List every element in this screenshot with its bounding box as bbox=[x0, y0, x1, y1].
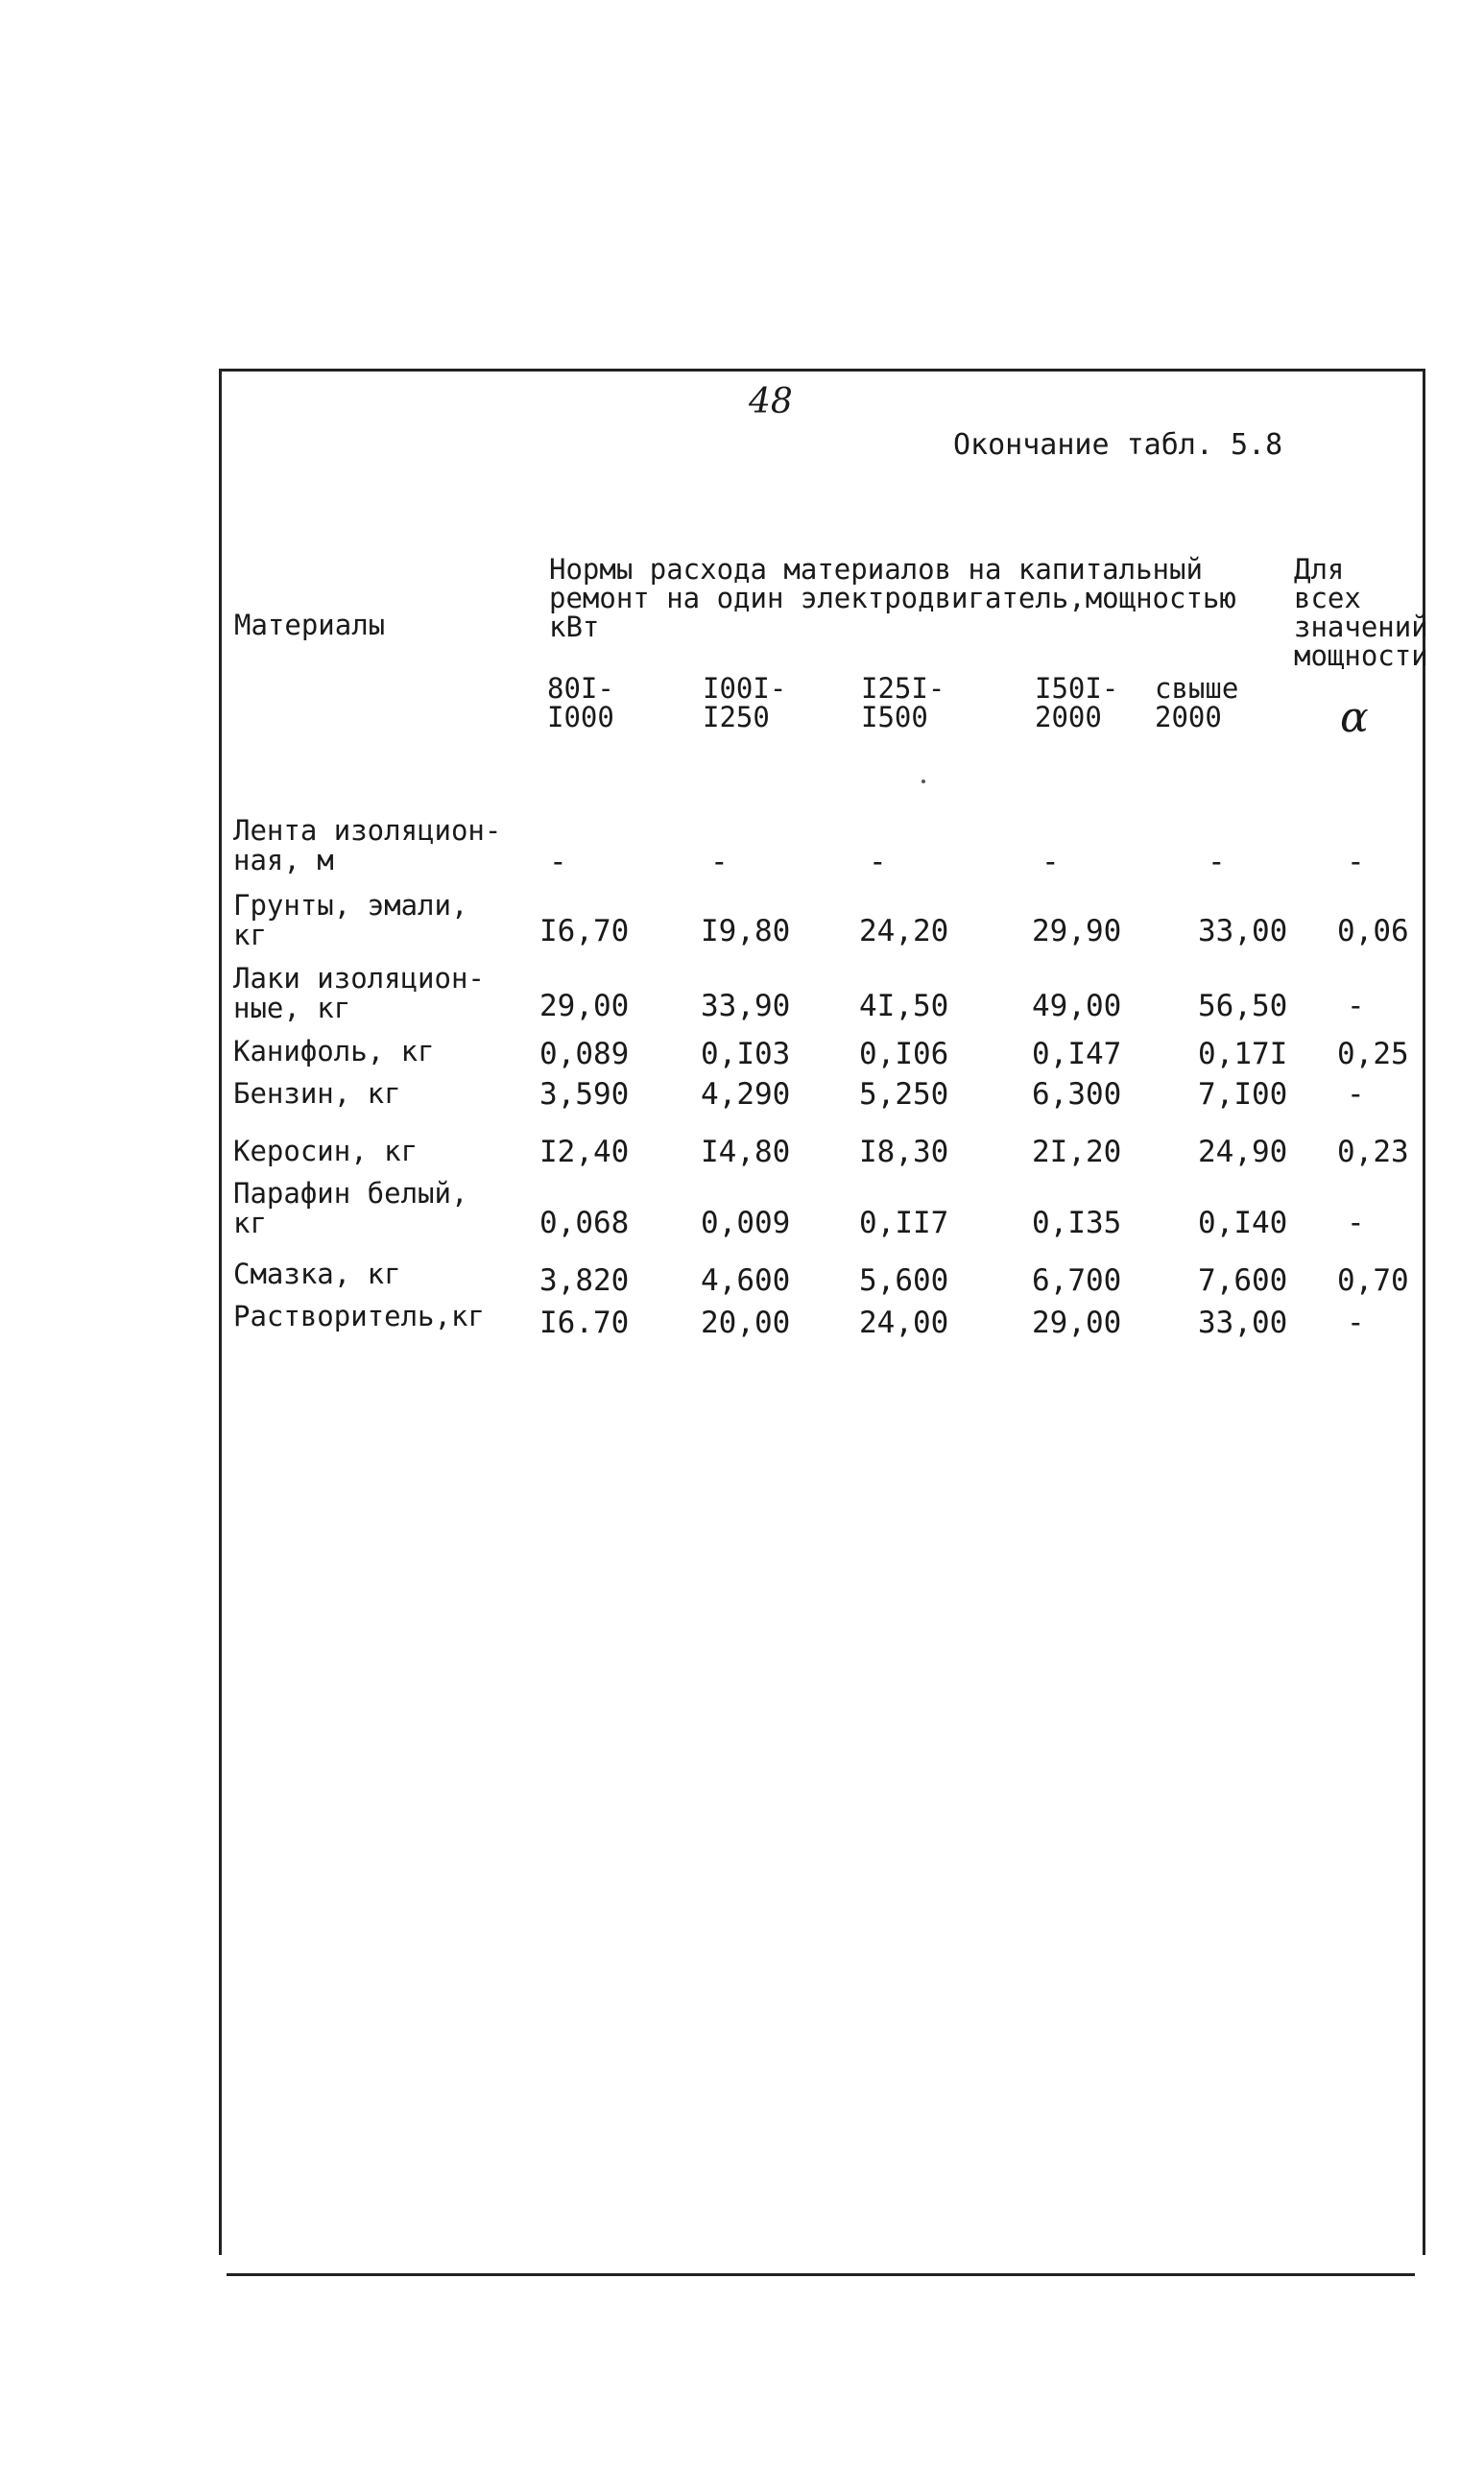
table-cell: I2,40 bbox=[539, 1135, 630, 1169]
row-label-3-line-2: ные, кг bbox=[233, 992, 351, 1024]
col-header-4-line-2: 2000 bbox=[1035, 701, 1102, 733]
header-all-values bbox=[1294, 555, 1428, 670]
table-cell: I6,70 bbox=[539, 914, 630, 948]
col-header-2-line-2: I250 bbox=[703, 701, 770, 733]
row-label-8: Смазка, кг bbox=[233, 1258, 401, 1290]
header-all-values-line-2: всех bbox=[1294, 582, 1361, 614]
col-header-4-line-1: I50I- bbox=[1035, 672, 1119, 705]
table-cell: 0,I03 bbox=[701, 1037, 791, 1071]
col-header-2-line-1: I00I- bbox=[703, 672, 787, 705]
header-norms-line-3: кВт bbox=[549, 611, 600, 643]
table-cell: - bbox=[710, 845, 729, 879]
table-cell: 0,089 bbox=[539, 1037, 630, 1071]
table-cell: 5,600 bbox=[859, 1263, 949, 1298]
row-label-7 bbox=[233, 1179, 467, 1238]
table-cell: 29,00 bbox=[1032, 1306, 1122, 1340]
table-cell: I6.70 bbox=[539, 1306, 630, 1340]
table-cell: 4,600 bbox=[701, 1263, 791, 1298]
table-cell: 33,00 bbox=[1198, 914, 1288, 948]
row-label-2 bbox=[233, 891, 467, 950]
table-cell: 0,I47 bbox=[1032, 1037, 1122, 1071]
header-norms-line-2: ремонт на один электродвигатель,мощностью bbox=[549, 582, 1236, 614]
table-cell: - bbox=[869, 845, 887, 879]
table-cell: 33,90 bbox=[701, 989, 791, 1023]
header-all-values-line-4: мощности bbox=[1294, 639, 1428, 672]
row-label-5: Бензин, кг bbox=[233, 1077, 401, 1110]
table-cell: 0,25 bbox=[1337, 1037, 1409, 1071]
table-cell: I9,80 bbox=[701, 914, 791, 948]
col-header-3 bbox=[861, 674, 945, 732]
table-cell: I8,30 bbox=[859, 1135, 949, 1169]
col-header-1-line-2: I000 bbox=[547, 701, 614, 733]
table-cell: 4,290 bbox=[701, 1077, 791, 1112]
table-cell: 6,700 bbox=[1032, 1263, 1122, 1298]
table-cell: 56,50 bbox=[1198, 989, 1288, 1023]
table-cell: - bbox=[1347, 1077, 1365, 1112]
table-cell: 0,009 bbox=[701, 1206, 791, 1240]
table-cell: 7,I00 bbox=[1198, 1077, 1288, 1112]
table-cell: 5,250 bbox=[859, 1077, 949, 1112]
table-cell: 29,90 bbox=[1032, 914, 1122, 948]
bottom-rule bbox=[227, 2273, 1415, 2276]
row-label-3 bbox=[233, 964, 485, 1023]
table-cell: 29,00 bbox=[539, 989, 630, 1023]
header-norms-line-1: Нормы расхода материалов на капитальный bbox=[549, 553, 1203, 586]
table-caption: Окончание табл. 5.8 bbox=[953, 428, 1283, 462]
table-cell: - bbox=[1347, 989, 1365, 1023]
table-cell: 49,00 bbox=[1032, 989, 1122, 1023]
table-cell: - bbox=[1347, 845, 1365, 879]
col-header-2 bbox=[703, 674, 786, 732]
row-label-7-line-2: кг bbox=[233, 1207, 267, 1239]
table-cell: 0,06 bbox=[1337, 914, 1409, 948]
page-number: 48 bbox=[749, 382, 793, 421]
col-header-5-line-2: 2000 bbox=[1155, 701, 1222, 733]
row-label-4: Канифоль, кг bbox=[233, 1035, 435, 1068]
row-label-7-line-1: Парафин белый, bbox=[233, 1177, 468, 1210]
table-cell: 0,70 bbox=[1337, 1263, 1409, 1298]
table-cell: 0,II7 bbox=[859, 1206, 949, 1240]
table-cell: 24,20 bbox=[859, 914, 949, 948]
header-materials: Материалы bbox=[234, 609, 386, 641]
table-cell: 0,068 bbox=[539, 1206, 630, 1240]
header-norms bbox=[549, 555, 1236, 641]
table-cell: - bbox=[549, 845, 567, 879]
table-cell: 0,23 bbox=[1337, 1135, 1409, 1169]
table-cell: 24,90 bbox=[1198, 1135, 1288, 1169]
table-cell: 0,I40 bbox=[1198, 1206, 1288, 1240]
table-cell: - bbox=[1347, 1206, 1365, 1240]
row-label-1 bbox=[233, 816, 501, 876]
row-label-3-line-1: Лаки изоляцион- bbox=[233, 962, 485, 995]
table-cell: - bbox=[1347, 1306, 1365, 1340]
stray-dot bbox=[922, 780, 925, 783]
col-header-5 bbox=[1155, 674, 1238, 732]
col-header-3-line-1: I25I- bbox=[861, 672, 945, 705]
table-cell: 20,00 bbox=[701, 1306, 791, 1340]
table-cell: 24,00 bbox=[859, 1306, 949, 1340]
table-cell: 7,600 bbox=[1198, 1263, 1288, 1298]
table-cell: 0,I06 bbox=[859, 1037, 949, 1071]
col-header-4 bbox=[1035, 674, 1118, 732]
header-all-values-line-1: Для bbox=[1294, 553, 1345, 586]
table-cell: 6,300 bbox=[1032, 1077, 1122, 1112]
table-cell: - bbox=[1041, 845, 1060, 879]
table-cell: 0,I35 bbox=[1032, 1206, 1122, 1240]
col-header-1 bbox=[547, 674, 614, 732]
col-header-5-line-1: свыше bbox=[1155, 672, 1239, 705]
table-cell: 4I,50 bbox=[859, 989, 949, 1023]
row-label-9: Растворитель,кг bbox=[233, 1300, 485, 1332]
header-alpha-symbol: α bbox=[1340, 693, 1369, 742]
table-cell: 2I,20 bbox=[1032, 1135, 1122, 1169]
table-cell: 0,17I bbox=[1198, 1037, 1288, 1071]
table-cell: - bbox=[1208, 845, 1226, 879]
row-label-2-line-2: кг bbox=[233, 919, 267, 951]
table-cell: 3,590 bbox=[539, 1077, 630, 1112]
table-cell: 3,820 bbox=[539, 1263, 630, 1298]
row-label-6: Керосин, кг bbox=[233, 1135, 419, 1167]
col-header-3-line-2: I500 bbox=[861, 701, 928, 733]
header-all-values-line-3: значений bbox=[1294, 611, 1428, 643]
table-cell: I4,80 bbox=[701, 1135, 791, 1169]
col-header-1-line-1: 80I- bbox=[547, 672, 614, 705]
table-cell: 33,00 bbox=[1198, 1306, 1288, 1340]
row-label-1-line-1: Лента изоляцион- bbox=[233, 814, 502, 847]
row-label-1-line-2: ная, м bbox=[233, 844, 334, 876]
row-label-2-line-1: Грунты, эмали, bbox=[233, 889, 468, 922]
